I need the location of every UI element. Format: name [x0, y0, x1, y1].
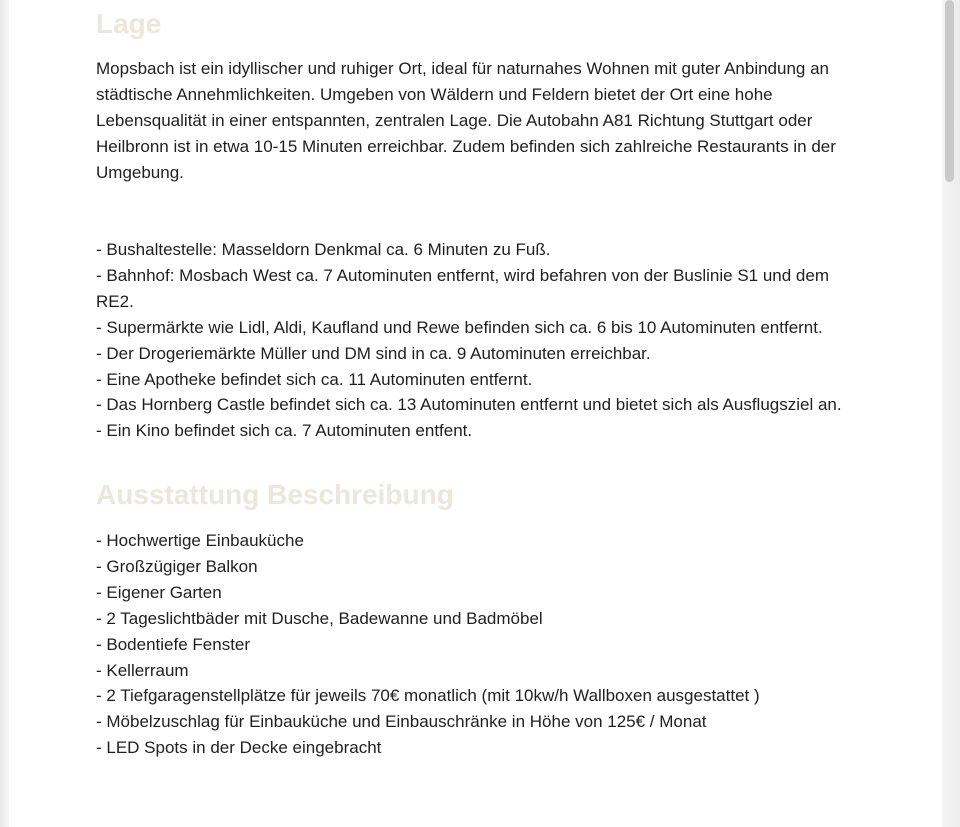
list-item: - Möbelzuschlag für Einbauküche und Einbauschränke in Höhe von 125€ / Monat — [96, 712, 707, 732]
list-item: - 2 Tiefgaragenstellplätze für jeweils 70€ monatlich (mit 10kw/h Wallboxen ausgestattet ) — [96, 686, 760, 706]
lage-list — [96, 237, 866, 444]
list-item: - LED Spots in der Decke eingebracht — [96, 738, 382, 758]
list-item: - Bodentiefe Fenster — [96, 634, 251, 654]
window-left-edge — [0, 0, 9, 827]
list-item: - Eine Apotheke befindet sich ca. 11 Autominuten entfernt. — [96, 369, 533, 389]
list-item: - Der Drogeriemärkte Müller und DM sind in ca. 9 Autominuten erreichbar. — [96, 343, 651, 363]
section-title-lage: Lage — [96, 8, 162, 39]
section-title-ausstattung: Ausstattung Beschreibung — [96, 479, 454, 510]
list-item: - Bushaltestelle: Masseldorn Denkmal ca. 6 Minuten zu Fuß. — [96, 240, 551, 259]
list-item: - Eigener Garten — [96, 582, 222, 602]
list-item: - Supermärkte wie Lidl, Aldi, Kaufland und Rewe befinden sich ca. 6 bis 10 Autominuten entfernt. — [96, 317, 823, 337]
list-item: - Das Hornberg Castle befindet sich ca. 13 Autominuten entfernt und bietet sich als Ausflugsziel an. — [96, 395, 842, 415]
list-item: - Kellerraum — [96, 660, 189, 680]
scrollbar-thumb[interactable] — [945, 0, 954, 182]
list-item: - Bahnhof: Mosbach West ca. 7 Autominuten entfernt, wird befahren von der Buslinie S1 und dem RE2. — [96, 265, 830, 311]
list-item: - 2 Tageslichtbäder mit Dusche, Badewanne und Badmöbel — [96, 608, 543, 628]
list-item: - Hochwertige Einbauküche — [96, 531, 304, 550]
ausstattung-list — [96, 528, 866, 761]
lage-paragraph: Mopsbach ist ein idyllischer und ruhiger Ort, ideal für naturnahes Wohnen mit guter Anbindung an städtische Annehmlichkeiten. Umgeben von Wäldern und Feldern bietet der Ort eine hohe Lebensqualität in einer entspannten, zentralen Lage. Die Autobahn A81 Richtung Stuttgart oder Heilbronn ist in etwa 10-15 Minuten erreichbar. Zudem befinden sich zahlreiche Restaurants in der Umgebung. — [96, 59, 836, 182]
list-item: - Ein Kino befindet sich ca. 7 Autominuten entfent. — [96, 421, 473, 441]
list-item: - Großzügiger Balkon — [96, 556, 258, 576]
